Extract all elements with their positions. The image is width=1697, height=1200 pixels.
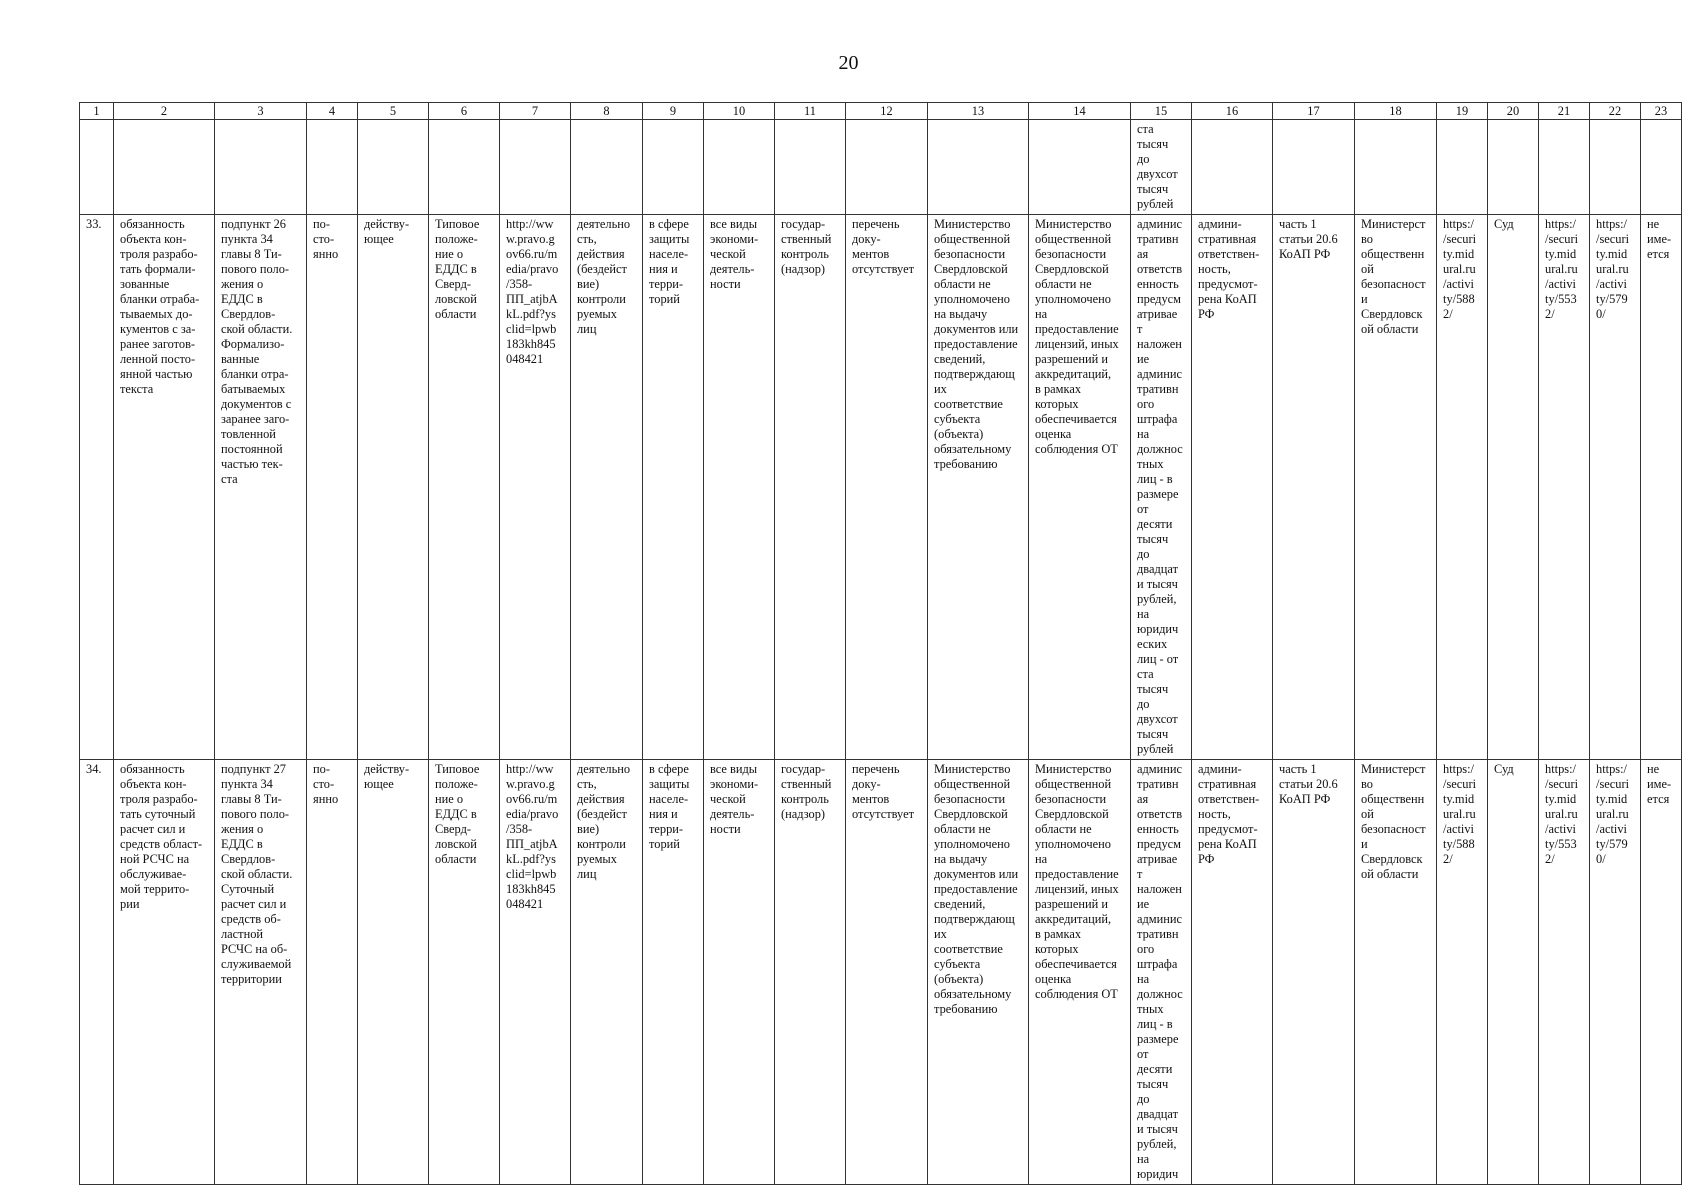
requirements-table xyxy=(79,102,1682,1185)
table-cell xyxy=(1029,120,1131,215)
column-number: 1 xyxy=(80,103,114,120)
status: действу- ющее xyxy=(358,760,429,1185)
table-cell xyxy=(571,120,643,215)
table-cell xyxy=(1641,120,1682,215)
table-cell xyxy=(1437,120,1488,215)
validity-period: по- сто- янно xyxy=(307,215,358,760)
authority-link[interactable]: https:/ /securi ty.mid ural.ru /activi ty/588 2/ xyxy=(1437,215,1488,760)
column-number: 5 xyxy=(358,103,429,120)
act-link[interactable]: http://ww w.pravo.g ov66.ru/m edia/pravo /358- ПП_atjbA kL.pdf?ys clid=lpwb 183kh845 048421 xyxy=(500,215,571,760)
licenses-note: Министерство общественной безопасности Свердловской области не уполномочено на предоставление лицензий, иных разрешений и аккредитаций, в рамках которых обеспечивается оценка соблюдения ОТ xyxy=(1029,215,1131,760)
column-number: 20 xyxy=(1488,103,1539,120)
table-row xyxy=(80,760,1682,1185)
status: действу- ющее xyxy=(358,215,429,760)
practice-link[interactable]: https:/ /securi ty.mid ural.ru /activi ty/579 0/ xyxy=(1590,760,1641,1185)
documents-note: Министерство общественной безопасности Свердловской области не уполномочено на выдачу документов или предоставление сведений, подтверждающ их соответствие субъекта (объекта) обязательному требованию xyxy=(928,760,1029,1185)
table-cell: ста тысяч до двухсот тысяч рублей xyxy=(1131,120,1192,215)
table-cell xyxy=(1488,120,1539,215)
column-number: 9 xyxy=(643,103,704,120)
table-cell xyxy=(1590,120,1641,215)
validity-period: по- сто- янно xyxy=(307,760,358,1185)
table-cell xyxy=(429,120,500,215)
authority-link[interactable]: https:/ /securi ty.mid ural.ru /activi ty/588 2/ xyxy=(1437,760,1488,1185)
column-number: 21 xyxy=(1539,103,1590,120)
act-name: Типовое положе- ние о ЕДДС в Сверд- ловской области xyxy=(429,215,500,760)
column-number: 7 xyxy=(500,103,571,120)
table-cell xyxy=(928,120,1029,215)
liability-type: админи- стративная ответствен- ность, предусмот- рена КоАП РФ xyxy=(1192,760,1273,1185)
sphere: в сфере защиты населе- ния и терри- торий xyxy=(643,760,704,1185)
notes: не име- ется xyxy=(1641,215,1682,760)
table-cell xyxy=(114,120,215,215)
table-cell xyxy=(215,120,307,215)
column-number: 16 xyxy=(1192,103,1273,120)
documents-note: Министерство общественной безопасности Свердловской области не уполномочено на выдачу документов или предоставление сведений, подтверждающ их соответствие субъекта (объекта) обязательному требованию xyxy=(928,215,1029,760)
act-link[interactable]: http://ww w.pravo.g ov66.ru/m edia/pravo /358- ПП_atjbA kL.pdf?ys clid=lpwb 183kh845 048421 xyxy=(500,760,571,1185)
requirement-description: обязанность объекта кон- троля разрабо- тать формали- зованные бланки отраба- тываемых до- кументов с за- ранее заготов- ленной посто- янной частью текста xyxy=(114,215,215,760)
column-number: 18 xyxy=(1355,103,1437,120)
penalty-authority: Суд xyxy=(1488,760,1539,1185)
continuation-row xyxy=(80,120,1682,215)
documents-list: перечень доку- ментов отсутствует xyxy=(846,760,928,1185)
liability-description: админис тративн ая ответств енность предусм атривае т наложен ие админис тративн ого штрафа на должнос тных лиц - в размере от десяти тысяч до двадцат и тысяч рублей, на юридич еских лиц - от ста тысяч до двухсот тысяч рублей xyxy=(1131,215,1192,760)
table-cell xyxy=(1539,120,1590,215)
requirement-description: обязанность объекта кон- троля разрабо- тать суточный расчет сил и средств област- ной РСЧС на обслуживае- мой террито- рии xyxy=(114,760,215,1185)
liability-article: часть 1 статьи 20.6 КоАП РФ xyxy=(1273,215,1355,760)
column-number: 8 xyxy=(571,103,643,120)
column-number: 10 xyxy=(704,103,775,120)
column-number: 3 xyxy=(215,103,307,120)
act-name: Типовое положе- ние о ЕДДС в Сверд- ловской области xyxy=(429,760,500,1185)
table-cell xyxy=(643,120,704,215)
table-row xyxy=(80,215,1682,760)
column-number: 23 xyxy=(1641,103,1682,120)
column-number: 15 xyxy=(1131,103,1192,120)
page-number: 20 xyxy=(838,52,859,74)
liability-type: админи- стративная ответствен- ность, предусмот- рена КоАП РФ xyxy=(1192,215,1273,760)
notes: не име- ется xyxy=(1641,760,1682,1185)
control-authority: Министерст во общественн ой безопасност и Свердловск ой области xyxy=(1355,215,1437,760)
control-authority: Министерст во общественн ой безопасност и Свердловск ой области xyxy=(1355,760,1437,1185)
table-cell xyxy=(1192,120,1273,215)
activity-type: все виды экономи- ческой деятель- ности xyxy=(704,760,775,1185)
liability-article: часть 1 статьи 20.6 КоАП РФ xyxy=(1273,760,1355,1185)
guidance-link[interactable]: https:/ /securi ty.mid ural.ru /activi ty/553 2/ xyxy=(1539,215,1590,760)
legal-reference: подпункт 27 пункта 34 главы 8 Ти- пового поло- жения о ЕДДС в Свердлов- ской области. Суточный расчет сил и средств об- ластной РСЧС на об- служиваемой территории xyxy=(215,760,307,1185)
legal-reference: подпункт 26 пункта 34 главы 8 Ти- пового поло- жения о ЕДДС в Свердлов- ской области. Формализо- ванные бланки отра- батываемых документов с заранее заго- товленной постоянной частью тек- ста xyxy=(215,215,307,760)
table-cell xyxy=(358,120,429,215)
column-number: 6 xyxy=(429,103,500,120)
column-number: 11 xyxy=(775,103,846,120)
table-cell xyxy=(80,120,114,215)
row-number: 33. xyxy=(80,215,114,760)
column-number: 17 xyxy=(1273,103,1355,120)
column-number: 12 xyxy=(846,103,928,120)
column-number: 2 xyxy=(114,103,215,120)
column-number: 19 xyxy=(1437,103,1488,120)
column-number: 14 xyxy=(1029,103,1131,120)
control-type: государ- ственный контроль (надзор) xyxy=(775,215,846,760)
documents-list: перечень доку- ментов отсутствует xyxy=(846,215,928,760)
activity-type: все виды экономи- ческой деятель- ности xyxy=(704,215,775,760)
control-subject: деятельно сть, действия (бездейст вие) контроли руемых лиц xyxy=(571,760,643,1185)
table-cell xyxy=(1355,120,1437,215)
row-number: 34. xyxy=(80,760,114,1185)
liability-description: админис тративн ая ответств енность предусм атривае т наложен ие админис тративн ого штрафа на должнос тных лиц - в размере от десяти тысяч до двадцат и тысяч рублей, на юридич xyxy=(1131,760,1192,1185)
guidance-link[interactable]: https:/ /securi ty.mid ural.ru /activi ty/553 2/ xyxy=(1539,760,1590,1185)
table-cell xyxy=(846,120,928,215)
licenses-note: Министерство общественной безопасности Свердловской области не уполномочено на предоставление лицензий, иных разрешений и аккредитаций, в рамках которых обеспечивается оценка соблюдения ОТ xyxy=(1029,760,1131,1185)
table-cell xyxy=(1273,120,1355,215)
column-number: 13 xyxy=(928,103,1029,120)
table-cell xyxy=(775,120,846,215)
control-type: государ- ственный контроль (надзор) xyxy=(775,760,846,1185)
practice-link[interactable]: https:/ /securi ty.mid ural.ru /activi ty/579 0/ xyxy=(1590,215,1641,760)
column-number: 4 xyxy=(307,103,358,120)
control-subject: деятельно сть, действия (бездейст вие) контроли руемых лиц xyxy=(571,215,643,760)
column-number-row xyxy=(80,103,1682,120)
column-number: 22 xyxy=(1590,103,1641,120)
table-cell xyxy=(500,120,571,215)
table-cell xyxy=(704,120,775,215)
penalty-authority: Суд xyxy=(1488,215,1539,760)
table-cell xyxy=(307,120,358,215)
sphere: в сфере защиты населе- ния и терри- торий xyxy=(643,215,704,760)
